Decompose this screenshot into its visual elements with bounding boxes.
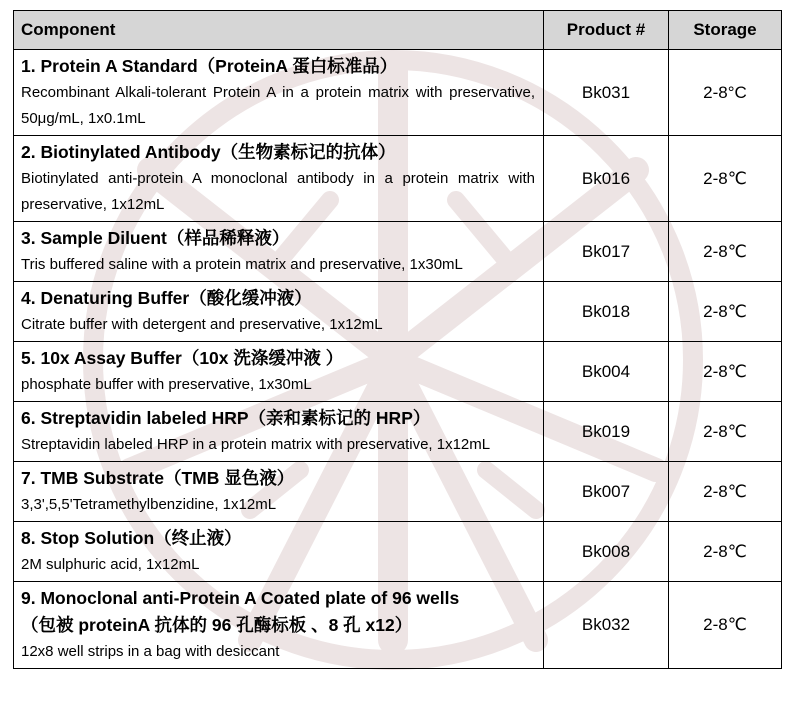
component-title: 4. Denaturing Buffer（酸化缓冲液） [21,288,312,308]
component-cell [14,402,544,462]
storage-temp: 2-8°C [669,50,782,136]
product-number: Bk004 [544,342,669,402]
storage-temp: 2-8℃ [669,402,782,462]
components-table [13,10,782,669]
component-description: Citrate buffer with detergent and preservative, 1x12mL [21,316,383,333]
component-title: 6. Streptavidin labeled HRP（亲和素标记的 HRP） [21,408,431,428]
component-cell [14,582,544,669]
component-cell [14,522,544,582]
component-cell [14,50,544,136]
product-number: Bk031 [544,50,669,136]
product-number: Bk008 [544,522,669,582]
component-cell [14,282,544,342]
storage-temp: 2-8℃ [669,522,782,582]
component-title: 8. Stop Solution（终止液） [21,528,242,548]
component-title-line2: （包被 proteinA 抗体的 96 孔酶标板 、8 孔 x12） [21,615,413,635]
storage-temp: 2-8℃ [669,582,782,669]
table-row [14,522,782,582]
component-description: Recombinant Alkali-tolerant Protein A in a protein matrix with preservative, 50μg/mL, 1x0.1mL [21,84,535,127]
component-title: 9. Monoclonal anti-Protein A Coated plate of 96 wells [21,588,460,608]
product-number: Bk018 [544,282,669,342]
component-title: 7. TMB Substrate（TMB 显色液） [21,468,295,488]
table-row [14,136,782,222]
product-number: Bk007 [544,462,669,522]
table-row [14,462,782,522]
component-description: 12x8 well strips in a bag with desiccant [21,643,280,660]
table-header-row [14,11,782,50]
component-description: Biotinylated anti-protein A monoclonal antibody in a protein matrix with preservative, 1x12mL [21,170,535,213]
storage-temp: 2-8℃ [669,136,782,222]
table-row [14,582,782,669]
component-title: 1. Protein A Standard（ProteinA 蛋白标准品） [21,56,398,76]
component-title: 3. Sample Diluent（样品稀释液） [21,228,290,248]
table-row [14,402,782,462]
header-product-number: Product # [544,11,669,50]
storage-temp: 2-8℃ [669,282,782,342]
component-description: Streptavidin labeled HRP in a protein matrix with preservative, 1x12mL [21,436,491,453]
table-row [14,342,782,402]
component-description: Tris buffered saline with a protein matrix and preservative, 1x30mL [21,256,463,273]
storage-temp: 2-8℃ [669,462,782,522]
component-description: phosphate buffer with preservative, 1x30mL [21,376,312,393]
component-cell [14,462,544,522]
table-row [14,222,782,282]
storage-temp: 2-8℃ [669,222,782,282]
storage-temp: 2-8℃ [669,342,782,402]
product-number: Bk017 [544,222,669,282]
header-storage: Storage [669,11,782,50]
product-number: Bk032 [544,582,669,669]
component-title: 2. Biotinylated Antibody（生物素标记的抗体） [21,142,396,162]
component-cell [14,342,544,402]
header-component: Component [14,11,544,50]
component-description: 2M sulphuric acid, 1x12mL [21,556,200,573]
table-row [14,50,782,136]
product-number: Bk019 [544,402,669,462]
component-description: 3,3',5,5'Tetramethylbenzidine, 1x12mL [21,496,277,513]
component-cell [14,136,544,222]
component-cell [14,222,544,282]
component-title: 5. 10x Assay Buffer（10x 洗涤缓冲液 ） [21,348,344,368]
table-row [14,282,782,342]
product-number: Bk016 [544,136,669,222]
